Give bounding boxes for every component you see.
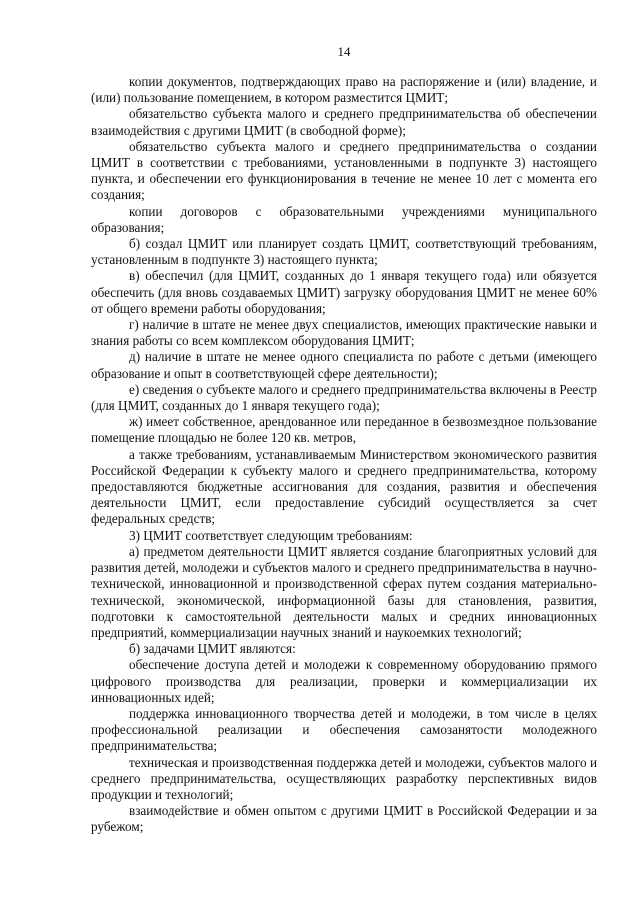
paragraph: копии документов, подтверждающих право на распоряжение и (или) владение, и (или) пользование помещением, в котором разместится ЦМИТ; — [91, 74, 597, 106]
paragraph: поддержка инновационного творчества детей и молодежи, в том числе в целях профессиональной реализации и обеспечения самозанятости молодежного предпринимательства; — [91, 705, 597, 754]
paragraph: 3) ЦМИТ соответствует следующим требованиям: — [129, 527, 413, 543]
paragraph: г) наличие в штате не менее двух специалистов, имеющих практические навыки и знания работы со всем комплексом оборудования ЦМИТ; — [91, 317, 597, 349]
paragraph: обязательство субъекта малого и среднего предпринимательства о создании ЦМИТ в соответствии с требованиями, установленными в подпункте 3) настоящего пункта, и обеспечении его функционирования в течение не менее 10 лет с момента его создания; — [91, 138, 597, 203]
paragraph: б) создал ЦМИТ или планирует создать ЦМИТ, соответствующий требованиям, установленным в подпункте 3) настоящего пункта; — [91, 236, 597, 268]
paragraph: д) наличие в штате не менее одного специалиста по работе с детьми (имеющего образование и опыт в соответствующей сфере деятельности); — [91, 349, 597, 381]
paragraph: а) предметом деятельности ЦМИТ является создание благоприятных условий для развития детей, молодежи и субъектов малого и среднего предпринимательства в научно-технической, инновационной и производственной сферах путем создания материально-технической, экономической, информационной базы для становления, развития, подготовки к самостоятельной деятельности малых и средних инновационных предприятий, коммерциализации научных знаний и наукоемких технологий; — [91, 543, 597, 640]
paragraph: обязательство субъекта малого и среднего предпринимательства об обеспечении взаимодействия с другими ЦМИТ (в свободной форме); — [91, 106, 597, 138]
paragraph: ж) имеет собственное, арендованное или переданное в безвозмездное пользование помещение площадью не более 120 кв. метров, — [91, 414, 597, 446]
paragraph: е) сведения о субъекте малого и среднего предпринимательства включены в Реестр (для ЦМИТ, созданных до 1 января текущего года); — [91, 381, 597, 414]
paragraph: копии договоров с образовательными учреждениями муниципального образования; — [91, 203, 597, 235]
paragraph: а также требованиям, устанавливаемым Министерством экономического развития Российской Федерации к субъекту малого и среднего предпринимательства, которому предоставляются бюджетные ассигнования для создания, развития и обеспечения деятельности ЦМИТ, если предоставление субсидий осуществляется за счет федеральных средств; — [91, 446, 597, 527]
paragraph: б) задачами ЦМИТ являются: — [129, 641, 296, 657]
document-body — [91, 74, 597, 836]
paragraph: обеспечение доступа детей и молодежи к современному оборудованию прямого цифрового производства для реализации, проверки и коммерциализации их инновационных идей; — [91, 657, 597, 705]
page-number: 14 — [337, 44, 351, 59]
document-page — [91, 44, 597, 836]
paragraph: в) обеспечил (для ЦМИТ, созданных до 1 января текущего года) или обязуется обеспечить (для вновь создаваемых ЦМИТ) загрузку оборудования ЦМИТ не менее 60% от общего времени работы оборудования; — [91, 268, 597, 316]
paragraph: техническая и производственная поддержка детей и молодежи, субъектов малого и среднего предпринимательства, осуществляющих разработку перспективных видов продукции и технологий; — [91, 754, 597, 802]
paragraph: взаимодействие и обмен опытом с другими ЦМИТ в Российской Федерации и за рубежом; — [91, 803, 597, 835]
